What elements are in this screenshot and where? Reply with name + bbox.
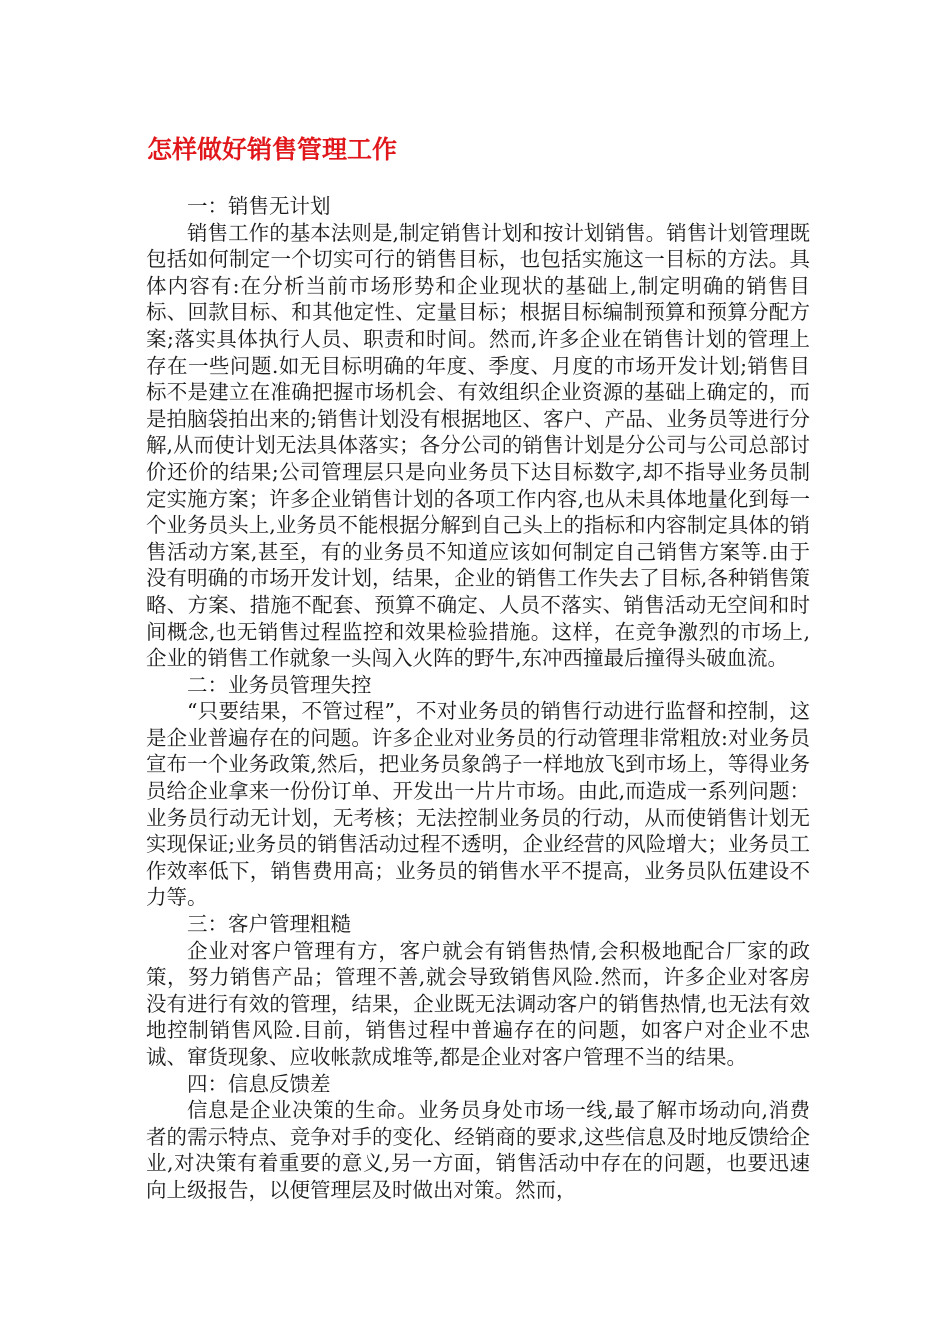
document-title: 怎样做好销售管理工作 xyxy=(147,135,398,164)
section-paragraph: 信息是企业决策的生命。业务员身处市场一线,最了解市场动向,消费者的需示特点、竞争对手的变化、经销商的要求,这些信息及时地反馈给企业,对决策有着重要的意义,另一方面，销售活动中存在的问题，也要迅速向上级报告，以便管理层及时做出对策。然而， xyxy=(146,1098,810,1202)
section-heading: 一：销售无计划 xyxy=(187,194,331,218)
section-paragraph: “只要结果，不管过程”，不对业务员的销售行动进行监督和控制，这是企业普遍存在的问题。许多企业对业务员的行动管理非常粗放:对业务员宣布一个业务政策,然后，把业务员象鸽子一样地放飞到市场上，等得业务员给企业拿来一份份订单、开发出一片片市场。由此,而造成一系列问题：业务员行动无计划，无考核；无法控制业务员的行动，从而使销售计划无实现保证;业务员的销售活动过程不透明，企业经营的风险增大；业务员工作效率低下，销售费用高；业务员的销售水平不提高，业务员队伍建设不力等。 xyxy=(146,699,810,910)
section-paragraph: 销售工作的基本法则是,制定销售计划和按计划销售。销售计划管理既包括如何制定一个切实可行的销售目标，也包括实施这一目标的方法。具体内容有:在分析当前市场形势和企业现状的基础上,制定明确的销售目标、回款目标、和其他定性、定量目标；根据目标编制预算和预算分配方案;落实具体执行人员、职责和时间。然而,许多企业在销售计划的管理上存在一些问题.如无目标明确的年度、季度、月度的市场开发计划;销售目标不是建立在准确把握市场机会、有效组织企业资源的基础上确定的，而是拍脑袋拍出来的;销售计划没有根据地区、客户、产品、业务员等进行分解,从而使计划无法具体落实；各分公司的销售计划是分公司与公司总部讨价还价的结果;公司管理层只是向业务员下达目标数字,却不指导业务员制定实施方案；许多企业销售计划的各项工作内容,也从未具体地量化到每一个业务员头上,业务员不能根据分解到自己头上的指标和内容制定具体的销售活动方案,甚至，有的业务员不知道应该如何制定自己销售方案等.由于没有明确的市场开发计划，结果，企业的销售工作失去了目标,各种销售策略、方案、措施不配套、预算不确定、人员不落实、销售活动无空间和时间概念,也无销售过程监控和效果检验措施。这样，在竞争激烈的市场上,企业的销售工作就象一头闯入火阵的野牛,东冲西撞最后撞得头破血流。 xyxy=(146,220,810,671)
section-heading: 二：业务员管理失控 xyxy=(187,672,372,697)
section-paragraph: 企业对客户管理有方，客户就会有销售热情,会积极地配合厂家的政策，努力销售产品；管理不善,就会导致销售风险.然而，许多企业对客房没有进行有效的管理，结果，企业既无法调动客户的销售热情,也无法有效地控制销售风险.目前，销售过程中普遍存在的问题，如客户对企业不忠诚、窜货现象、应收帐款成堆等,都是企业对客户管理不当的结果。 xyxy=(146,938,810,1069)
section-heading: 三：客户管理粗糙 xyxy=(187,912,351,937)
section-heading: 四：信息反馈差 xyxy=(187,1071,331,1096)
document-body xyxy=(146,193,810,1204)
